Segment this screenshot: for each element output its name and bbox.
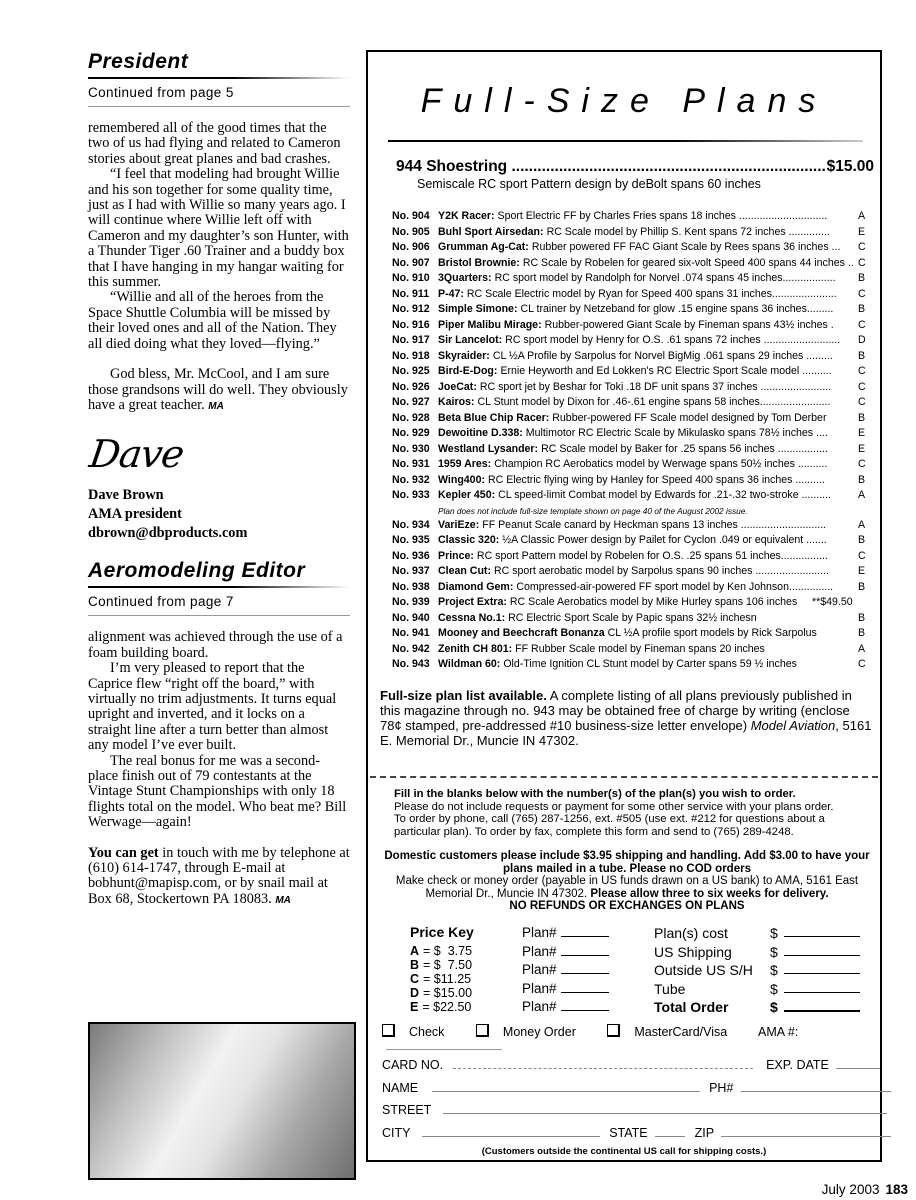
ma-endmark: MA <box>275 894 291 906</box>
plan-number-row <box>522 943 609 962</box>
plan-desc: Rubber powered FF FAC Giant Scale by Rees spans 36 inches ... <box>531 241 841 253</box>
order-head-line: To order by phone, call (765) 287-1256, ext. #505 (use ext. #212 for questions about a particular plan). To order by fax, complete this form and send to (765) 289-4248. <box>394 813 825 838</box>
plan-row <box>392 474 876 490</box>
plan-row <box>392 581 876 597</box>
plan-desc: CL speed-limit Combat model by Edwards for .21-.32 two-stroke .......... <box>498 489 831 501</box>
dollar-sign: $ <box>770 943 778 960</box>
president-paragraph <box>88 367 350 414</box>
domestic-bold: Please allow three to six weeks for delivery. <box>587 887 829 900</box>
plan-row <box>392 288 876 304</box>
paragraph-text: in touch with me by telephone at (610) 614-1747, through E-mail at bobhunt@mapisp.com, or by snail mail at Box 68, Stockertown PA 18083. <box>88 844 350 907</box>
avail-body: A complete listing of all plans previously published in this magazine through no. 943 may be obtained free of charge by writing (enclose 78¢ stamped, pre-addressed #10 business-size letter envelope) <box>380 688 852 733</box>
no-refunds: NO REFUNDS OR EXCHANGES ON PLANS <box>509 900 745 912</box>
name-row <box>382 1081 890 1095</box>
leader-dots <box>511 158 826 176</box>
price-code: A <box>858 642 866 655</box>
president-paragraph: “Willie and all of the heroes from the Space Shuttle Columbia will be missed by their loved ones and all of the Nation. They all died doing what they loved—flying.” <box>88 289 337 352</box>
plan-row <box>392 365 876 381</box>
street-input[interactable] <box>443 1103 887 1114</box>
plan-desc: CL trainer by Netzeband for glow .15 engine spans 36 inches......... <box>520 303 834 315</box>
plan-name: 3Quarters: <box>438 272 492 284</box>
price-code: B <box>858 580 866 593</box>
featured-desc: Semiscale RC sport Pattern design by deBolt spans 60 inches <box>417 177 761 191</box>
zip-input[interactable] <box>721 1126 891 1137</box>
price-code: B <box>858 272 866 284</box>
price-key-letter: C <box>410 972 420 986</box>
price-code: C <box>858 458 866 470</box>
cost-summary <box>654 924 870 1017</box>
cost-input[interactable] <box>784 936 860 937</box>
outside-us-note: (Customers outside the continental US call for shipping costs.) <box>481 1146 767 1157</box>
plan-name: Westland Lysander: <box>438 442 539 455</box>
domestic-note <box>380 850 874 913</box>
plan-desc: CL ½A profile sport models by Rick Sarpolus <box>607 627 817 639</box>
card-no-label: CARD NO. <box>382 1058 444 1072</box>
plan-row <box>392 303 876 319</box>
plan-number: No. 935 <box>392 534 430 546</box>
plan-name: Y2K Racer: <box>438 210 495 222</box>
price-key-letter: E <box>410 1000 419 1014</box>
featured-no: 944 <box>396 158 422 175</box>
plan-desc: FF Peanut Scale canard by Heckman spans 13 inches ............................. <box>482 518 827 531</box>
price-code: C <box>858 241 866 253</box>
phone-input[interactable] <box>741 1081 891 1092</box>
city-row <box>382 1126 890 1140</box>
plan-number: No. 933 <box>392 489 430 501</box>
cost-label: Total Order <box>654 999 729 1015</box>
plan-name: Diamond Gem: <box>438 580 514 593</box>
page-folio <box>822 1182 908 1197</box>
cost-label: US Shipping <box>654 943 732 960</box>
plan-list-availability <box>380 688 874 748</box>
plan-desc: RC Scale by Robelen for geared six-volt Speed 400 spans 44 inches .. <box>522 256 854 269</box>
price-code: B <box>858 534 866 546</box>
price-key-row <box>410 958 472 972</box>
dollar-sign: $ <box>770 925 778 941</box>
plan-desc: Ernie Heyworth and Ed Lokken's RC Electric Sport Scale model .......... <box>500 365 832 377</box>
plan-row <box>392 550 876 566</box>
avail-address: , 5161 E. Memorial Dr., Muncie IN 47302. <box>380 718 872 748</box>
ama-input-line[interactable] <box>386 1049 502 1050</box>
plan-name: Grumman Ag-Cat: <box>438 241 529 253</box>
plan-number-row <box>522 980 609 999</box>
plan-number: No. 927 <box>392 396 430 408</box>
plan-name: Cessna No.1: <box>438 611 506 624</box>
paragraph-text: God bless, Mr. McCool, and I am sure those grandsons will do well. They obviously have a great teacher. <box>88 366 348 413</box>
plan-row <box>392 257 876 273</box>
plan-number: No. 939 <box>392 596 430 608</box>
avail-lead: Full-size plan list available. <box>380 688 547 703</box>
money-order-label: Money Order <box>502 1025 576 1039</box>
plan-row <box>392 519 876 535</box>
price-key-value: = $22.50 <box>422 1000 472 1014</box>
plan-row <box>392 458 876 474</box>
divider <box>88 106 350 107</box>
issue-date: July 2003 <box>821 1182 880 1197</box>
plan-number: No. 943 <box>392 658 430 670</box>
plan-number: No. 929 <box>392 427 430 439</box>
price-code: C <box>858 549 866 562</box>
plan-row <box>392 565 876 581</box>
plan-desc: RC Scale Aerobatics model by Mike Hurley spans 106 inches <box>509 596 798 608</box>
price-code: C <box>858 287 866 300</box>
price-key-letter: B <box>410 958 420 972</box>
city-label: CITY <box>382 1126 411 1140</box>
cut-line <box>370 776 878 778</box>
street-label: STREET <box>382 1103 432 1117</box>
dollar-sign: $ <box>770 980 778 997</box>
editor-paragraph: The real bonus for me was a second-place finish out of 79 contestants at the Vintage Stunt Championships with only 18 flights total on the model. Who beat me? Bill Werwage—again! <box>88 752 347 831</box>
plan-name: Project Extra: <box>438 596 507 608</box>
plan-desc: RC Scale model by Phillip S. Kent spans 72 inches .............. <box>546 225 830 238</box>
plan-number: No. 917 <box>392 334 430 346</box>
heading-rule <box>88 586 350 588</box>
checkbox[interactable] <box>476 1024 489 1037</box>
plan-name: Skyraider: <box>438 349 490 362</box>
plan-name: JoeCat: <box>438 380 477 393</box>
plan-number: No. 932 <box>392 473 430 486</box>
plan-name: P-47: <box>438 287 464 300</box>
cost-row <box>654 943 870 962</box>
featured-plan <box>396 158 874 191</box>
price-code: C <box>858 396 866 408</box>
plan-name: Zenith CH 801: <box>438 642 513 655</box>
order-head-bold: Fill in the blanks below with the number(s) of the plan(s) you wish to order. <box>394 788 796 800</box>
plan-desc: ½A Classic Power design by Pailet for Cyclon .049 or equivalent ....... <box>502 534 827 546</box>
cost-input[interactable] <box>784 955 860 956</box>
president-paragraph: remembered all of the good times that the two of us had flying and related to Cameron stories about great planes and bad crashes. <box>88 120 341 167</box>
plan-desc: RC Electric flying wing by Hanley for Speed 400 spans 36 inches .......... <box>488 473 825 486</box>
price-code: C <box>858 318 866 331</box>
plan-desc: RC sport Pattern model by Robelen for O.S. .25 spans 51 inches................ <box>476 549 828 562</box>
plan-row <box>392 241 876 257</box>
price-code: E <box>858 225 866 238</box>
plan-number-row <box>522 961 609 980</box>
plan-row <box>392 443 876 459</box>
continued-note: Continued from page 5 <box>88 85 234 100</box>
price-code: C <box>858 380 866 393</box>
featured-price: $15.00 <box>826 158 874 175</box>
cost-label: Outside US S/H <box>654 962 753 978</box>
plan-number: No. 938 <box>392 580 430 593</box>
plan-row <box>392 396 876 412</box>
plan-name: Classic 320: <box>438 534 500 546</box>
plan-number: No. 940 <box>392 611 430 624</box>
plan-desc: CL Stunt model by Dixon for .46-.61 engine spans 58 inches........................ <box>477 396 831 408</box>
plan-row <box>392 350 876 366</box>
plan-number-row <box>522 998 609 1017</box>
plan-number: No. 905 <box>392 225 430 238</box>
price-key-row <box>410 1000 472 1014</box>
page-number: 183 <box>885 1182 908 1197</box>
exp-date-label: EXP. DATE <box>766 1058 829 1072</box>
cost-row <box>654 980 870 999</box>
card-option[interactable] <box>607 1025 741 1039</box>
left-column <box>88 50 350 908</box>
plan-desc: RC sport jet by Beshar for Toki .18 DF unit spans 37 inches ........................ <box>479 380 832 393</box>
card-row <box>382 1058 890 1072</box>
plan-number-label: Plan# <box>522 962 557 977</box>
plan-row <box>392 334 876 350</box>
dollar-sign: $ <box>770 999 778 1015</box>
featured-name: Shoestring <box>426 158 508 175</box>
editor-paragraph: I’m very pleased to report that the Caprice flew “right off the board,” with virtually no trim adjustments. It turns equal upright and inverted, and it locks on a straight line after a turn better than almost any model I’ve ever built. <box>88 660 337 754</box>
plan-number: No. 941 <box>392 627 430 639</box>
plan-desc: Rubber-powered FF Scale model designed by Tom Derber <box>552 411 827 424</box>
price-code: **$49.50 <box>812 596 853 608</box>
plan-desc: Compressed-air-powered FF sport model by Ken Johnson............... <box>516 580 834 593</box>
editor-heading: Aeromodeling Editor <box>88 559 306 583</box>
price-code: C <box>858 256 866 269</box>
plan-desc: RC Electric Sport Scale by Papic spans 32½ inchesn <box>508 611 757 624</box>
checkbox[interactable] <box>607 1024 620 1037</box>
plan-row <box>392 210 876 226</box>
card-no-input[interactable] <box>453 1058 753 1069</box>
domestic-bold: Domestic customers please include $3.95 shipping and handling. Add $3.00 to have your plans mailed in a tube. Please no COD orders <box>384 850 870 875</box>
plan-number: No. 904 <box>392 210 430 222</box>
order-head-line: Please do not include requests or payment for some other service with your plans order. <box>394 800 834 813</box>
order-header <box>394 788 874 838</box>
plan-note: Plan does not include full-size template shown on page 40 of the August 2002 issue. <box>438 505 748 516</box>
price-code: E <box>858 427 866 439</box>
president-paragraph: “I feel that modeling had brought Willie and his son together for some quality time, just as I had with Willie so many years ago. I will continue where Willie left off with Cameron and my daughter’s son Hunter, with a Thunder Tiger .60 Trainer and a buddy box that I have hanging in my hangar waiting for this summer. <box>88 166 349 291</box>
plan-name: Kairos: <box>438 396 475 408</box>
order-form <box>396 924 866 1016</box>
plan-number: No. 906 <box>392 241 430 253</box>
plan-name: Wing400: <box>438 473 485 486</box>
ama-label: AMA #: <box>758 1025 799 1039</box>
plan-name: Clean Cut: <box>438 565 491 577</box>
price-code: B <box>858 349 866 362</box>
plan-desc: RC Scale Electric model by Ryan for Speed 400 spans 31 inches...................... <box>466 287 837 300</box>
plan-name: Piper Malibu Mirage: <box>438 318 542 331</box>
price-key <box>410 944 472 1014</box>
plan-number-label: Plan# <box>522 999 557 1014</box>
plan-row <box>392 596 876 612</box>
plan-name: Buhl Sport Airsedan: <box>438 225 544 238</box>
price-code: A <box>858 489 866 501</box>
state-input[interactable] <box>655 1126 685 1137</box>
featured-line <box>396 158 874 176</box>
continued-note: Continued from page 7 <box>88 594 234 610</box>
plans-title: Full-Size Plans <box>420 82 828 120</box>
plan-name: Bristol Brownie: <box>438 256 520 269</box>
price-key-letter: D <box>410 986 420 1000</box>
plan-name: Sir Lancelot: <box>438 334 503 346</box>
price-code: C <box>858 365 866 377</box>
plan-number: No. 916 <box>392 318 430 331</box>
lead-in: You can get <box>88 844 159 861</box>
plan-list <box>392 210 876 674</box>
check-label: Check <box>409 1025 445 1039</box>
plan-desc: RC sport aerobatic model by Sarpolus spans 90 inches ......................... <box>493 565 830 577</box>
plan-name: Simple Simone: <box>438 303 518 315</box>
plan-number-label: Plan# <box>522 925 557 940</box>
divider <box>88 615 350 616</box>
ma-endmark: MA <box>208 400 224 412</box>
plan-desc: Sport Electric FF by Charles Fries spans 18 inches .............................. <box>497 210 828 222</box>
plan-row <box>392 381 876 397</box>
plan-desc: Champion RC Aerobatics model by Werwage spans 50½ inches .......... <box>494 458 828 470</box>
cost-input[interactable] <box>784 973 860 974</box>
price-code: E <box>858 565 866 577</box>
plan-name: 1959 Ares: <box>438 458 492 470</box>
author-name: Dave Brown <box>88 487 164 504</box>
photo-placeholder <box>88 1022 356 1180</box>
heading-rule <box>88 77 350 79</box>
editor-paragraph <box>88 846 350 909</box>
plan-desc: CL ½A Profile by Sarpolus for Norvel BigMig .061 spans 29 inches ......... <box>492 349 833 362</box>
money-order-option[interactable] <box>476 1025 590 1039</box>
cost-input[interactable] <box>784 992 860 993</box>
plan-row <box>392 643 876 659</box>
cost-input[interactable] <box>784 1010 860 1012</box>
plan-number: No. 907 <box>392 256 430 269</box>
plan-desc: RC sport model by Randolph for Norvel .074 spans 45 inches.................. <box>494 272 836 284</box>
plan-number: No. 926 <box>392 380 430 393</box>
plan-number: No. 925 <box>392 365 430 377</box>
price-key-value: = $ 3.75 <box>423 944 473 958</box>
plan-number-label: Plan# <box>522 943 557 959</box>
author-email: dbrown@dbproducts.com <box>88 525 248 542</box>
name-input[interactable] <box>432 1081 700 1092</box>
plan-desc: FF Rubber Scale model by Fineman spans 20 inches <box>515 642 765 655</box>
plan-number-input[interactable] <box>561 980 609 993</box>
price-key-row <box>410 944 472 958</box>
price-key-row <box>410 972 472 986</box>
magazine-name: Model Aviation <box>750 718 836 733</box>
city-input[interactable] <box>422 1126 600 1137</box>
street-row <box>382 1103 890 1117</box>
author-role: AMA president <box>88 506 182 523</box>
plan-number: No. 910 <box>392 272 430 284</box>
plan-number: No. 911 <box>392 287 430 300</box>
card-label: MasterCard/Visa <box>634 1025 728 1039</box>
plan-number-fields <box>522 924 609 1017</box>
plan-row <box>392 658 876 674</box>
plan-number: No. 918 <box>392 349 430 362</box>
plan-name: Beta Blue Chip Racer: <box>438 411 550 424</box>
plan-number: No. 931 <box>392 458 430 470</box>
plan-name: Wildman 60: <box>438 658 501 670</box>
plan-row <box>392 534 876 550</box>
plan-name: Mooney and Beechcraft Bonanza <box>438 627 605 639</box>
plan-number: No. 942 <box>392 642 430 655</box>
plan-number: No. 936 <box>392 549 430 562</box>
plan-row <box>392 612 876 628</box>
plan-number-input[interactable] <box>561 998 609 1011</box>
title-rule <box>388 140 863 142</box>
plan-number: No. 912 <box>392 303 430 315</box>
plan-number: No. 930 <box>392 442 430 455</box>
price-key-row <box>410 986 472 1000</box>
checkbox[interactable] <box>382 1024 395 1037</box>
plan-number: No. 934 <box>392 518 430 531</box>
plan-row <box>392 272 876 288</box>
president-heading: President <box>88 50 189 73</box>
editor-paragraph: alignment was achieved through the use of a foam building board. <box>88 629 343 661</box>
price-code: D <box>858 334 866 346</box>
signature-block <box>88 486 350 543</box>
state-label: STATE <box>609 1126 648 1140</box>
plan-number-input[interactable] <box>561 943 609 956</box>
plan-number: No. 928 <box>392 411 430 424</box>
plan-desc: Rubber-powered Giant Scale by Fineman spans 43½ inches . <box>544 318 834 331</box>
cost-label: Tube <box>654 980 686 997</box>
plan-name: VariEze: <box>438 518 480 531</box>
plan-desc: RC sport model by Henry for O.S. .61 spans 72 inches .......................... <box>505 334 841 346</box>
price-code: B <box>858 411 866 424</box>
check-option[interactable] <box>382 1025 458 1039</box>
price-key-letter: A <box>410 944 420 958</box>
zip-label: ZIP <box>694 1126 714 1140</box>
dollar-sign: $ <box>770 962 778 978</box>
plan-number-input[interactable] <box>561 961 609 974</box>
plan-number-input[interactable] <box>561 924 609 937</box>
payment-options <box>382 1024 878 1053</box>
cost-row <box>654 998 870 1017</box>
signature: Dave <box>86 432 187 477</box>
price-key-title: Price Key <box>410 924 474 940</box>
plan-row <box>392 627 876 643</box>
plan-row <box>392 427 876 443</box>
price-key-value: = $ 7.50 <box>423 958 473 972</box>
plan-row <box>392 226 876 242</box>
price-code: B <box>858 611 866 624</box>
price-code: A <box>858 518 866 531</box>
plan-number: No. 937 <box>392 565 430 577</box>
price-key-value: = $11.25 <box>423 972 472 986</box>
plan-name: Prince: <box>438 549 474 562</box>
plan-desc: RC Scale model by Baker for .25 spans 56 inches ................. <box>541 442 828 455</box>
price-code: B <box>858 473 866 486</box>
price-code: B <box>858 627 866 639</box>
plan-row <box>392 412 876 428</box>
price-code: C <box>858 658 866 670</box>
plan-desc: Old-Time Ignition CL Stunt model by Carter spans 59 ½ inches <box>503 658 797 670</box>
plan-number-label: Plan# <box>522 980 557 996</box>
name-label: NAME <box>382 1081 419 1095</box>
price-code: A <box>858 210 866 222</box>
price-code: E <box>858 442 866 455</box>
plan-desc: Multimotor RC Electric Scale by Mikulasko spans 78½ inches .... <box>525 427 828 439</box>
order-instructions <box>380 788 874 913</box>
cost-row <box>654 961 870 980</box>
plan-name: Dewoitine D.338: <box>438 427 523 439</box>
cost-row <box>654 924 870 943</box>
plan-row <box>392 319 876 335</box>
price-code: B <box>858 303 866 315</box>
exp-date-input[interactable] <box>836 1058 880 1069</box>
price-key-value: = $15.00 <box>423 986 473 1000</box>
domestic-plain: Make check or money order (payable in US funds drawn on a US bank) to AMA, 5161 East Memorial Dr., Muncie IN 47302. <box>395 875 859 900</box>
plan-name: Kepler 450: <box>438 489 496 501</box>
plan-name: Bird-E-Dog: <box>438 365 498 377</box>
plan-row <box>392 489 876 505</box>
plan-number-row <box>522 924 609 943</box>
cost-label: Plan(s) cost <box>654 925 728 941</box>
phone-label: PH# <box>709 1081 734 1095</box>
